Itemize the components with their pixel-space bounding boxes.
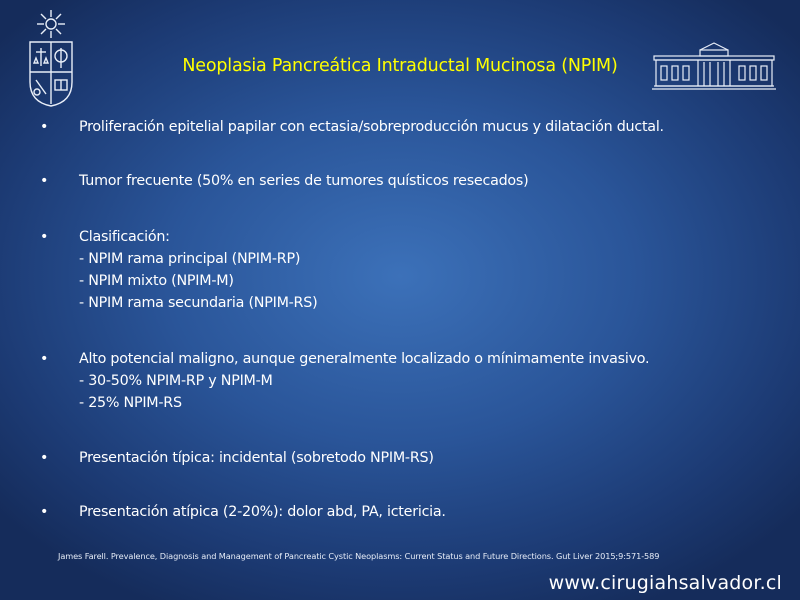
hospital-building-icon [652,40,776,90]
bullet-text: Alto potencial maligno, aunque generalmente localizado o mínimamente invasivo. [79,351,650,367]
sub-item: - NPIM rama principal (NPIM-RP) [79,251,301,267]
reference-citation: James Farell. Prevalence, Diagnosis and Management of Pancreatic Cystic Neoplasms: Current Status and Future Directions. Gut Liver 2015;9:571-589 [58,551,660,561]
bullet-text: Presentación típica: incidental (sobretodo NPIM-RS) [79,450,434,466]
bullet-text-block [79,226,779,314]
bullet-dot: • [40,450,49,466]
bullet-dot: • [40,119,49,135]
sub-item: - 30-50% NPIM-RP y NPIM-M [79,373,273,389]
bullet-dot: • [40,229,49,245]
website-url: www.cirugiahsalvador.cl [548,572,782,594]
bullet-text: Presentación atípica (2-20%): dolor abd, PA, ictericia. [79,504,446,520]
bullet-text: Tumor frecuente (50% en series de tumores quísticos resecados) [79,173,529,189]
bullet-text: Proliferación epitelial papilar con ectasia/sobreproducción mucus y dilatación ductal. [79,119,664,135]
sub-item: - NPIM rama secundaria (NPIM-RS) [79,295,318,311]
bullet-text: Clasificación: [79,229,170,245]
bullet-dot: • [40,173,49,189]
sub-item: - 25% NPIM-RS [79,395,182,411]
bullet-dot: • [40,351,49,367]
sub-item: - NPIM mixto (NPIM-M) [79,273,234,289]
slide-title: Neoplasia Pancreática Intraductal Mucinosa (NPIM) [182,56,618,76]
bullet-text-block [79,348,779,414]
bullet-dot: • [40,504,49,520]
